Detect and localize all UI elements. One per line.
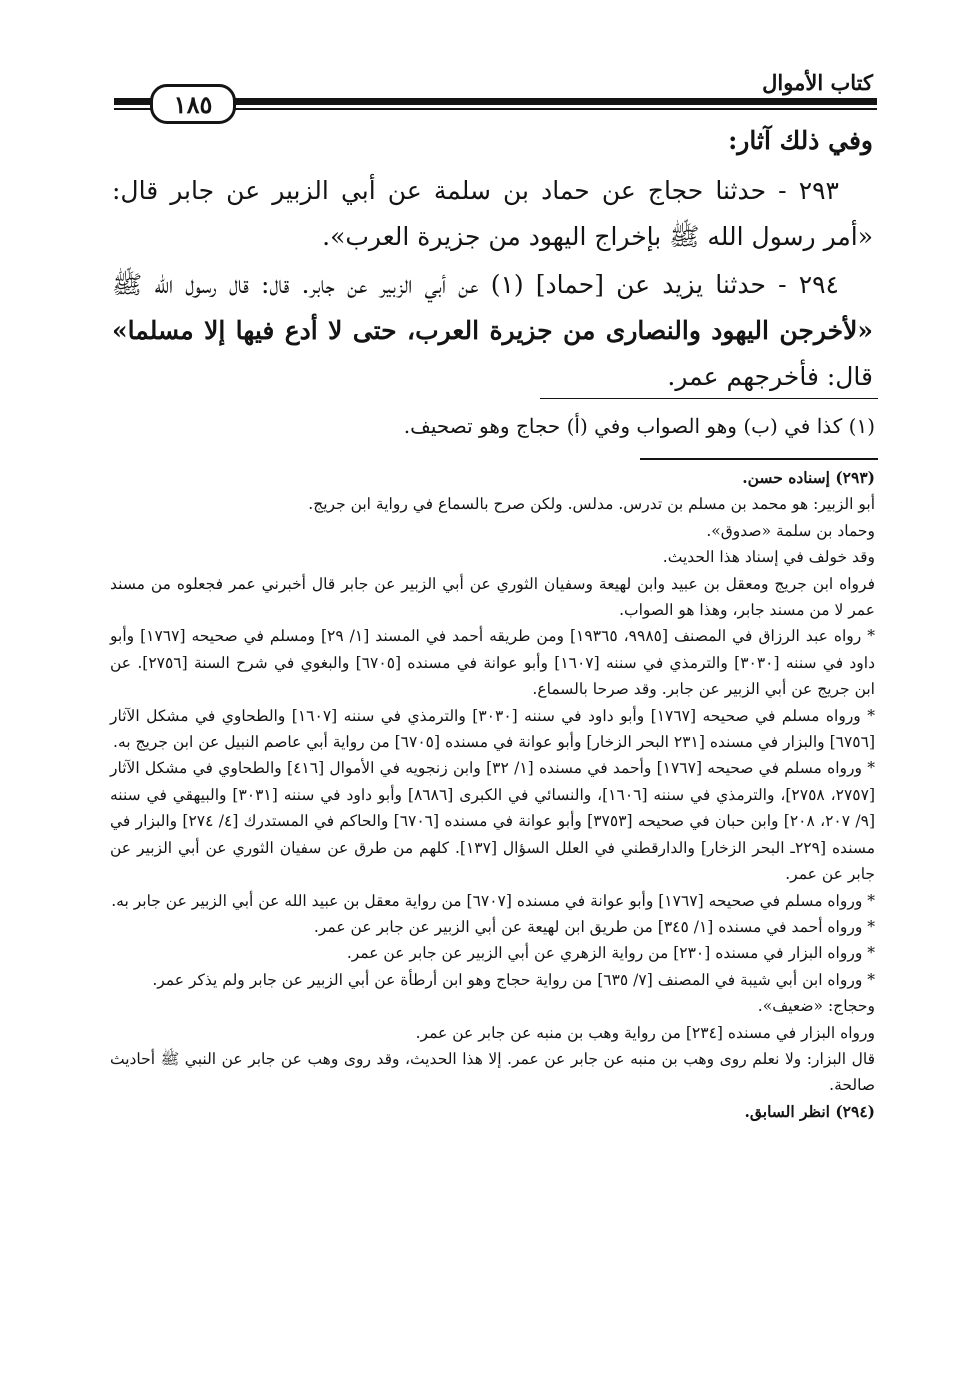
main-text [112, 118, 873, 402]
commentary-paragraph [110, 1099, 875, 1125]
commentary-heading: (٢٩٣) إسناده حسن. [742, 468, 875, 487]
commentary-paragraph: * رواه عبد الرزاق في المصنف [٩٩٨٥، ١٩٣٦٥] ومن طريقه أحمد في المسند [١/ ٢٩] ومسلم في صحيحه [١٧٦٧] وأبو داود في سننه [٣٠٣٠] والترمذي في سننه [١٦٠٧] وأبو عوانة في مسنده [٦٧٠٥] والبغوي في شرح السنة [٢٧٥٦]. عن ابن جريج عن أبي الزبير عن جابر. وقد صرحا بالسماع. [110, 627, 876, 699]
hadith-text: حدثنا يزيد عن [حماد] (١) عن أبي الزبير عن جابر. قال: قال رسول الله ﷺ [112, 270, 766, 299]
commentary-paragraph: وقد خولف في إسناد هذا الحديث. [662, 548, 875, 567]
hadith-quote: «لأخرجن اليهود والنصارى من جزيرة العرب، حتى لا أدع فيها إلا مسلما» [112, 316, 873, 345]
commentary-separator [640, 458, 878, 460]
page-number: ١٨٥ [150, 84, 236, 124]
commentary-paragraph: ورواه البزار في مسنده [٢٣٤] من رواية وهب بن منبه عن جابر عن عمر. [415, 1023, 875, 1042]
commentary-paragraph: * ورواه أحمد في مسنده [١/ ٣٤٥] من طريق ابن لهيعة عن أبي الزبير عن جابر عن عمر. [313, 917, 875, 936]
commentary-paragraph: * ورواه ابن أبي شيبة في المصنف [٧/ ٦٣٥] من رواية حجاج وهو ابن أرطأة عن أبي الزبير عن جابر ولم يذكر عمر. [152, 970, 875, 989]
section-heading: وفي ذلك آثار: [728, 126, 873, 155]
commentary-paragraph: وحماد بن سلمة «صدوق». [706, 521, 875, 540]
commentary-paragraph: فرواه ابن جريج ومعقل بن عبيد وابن لهيعة وسفيان الثوري عن أبي الزبير عن جابر قال أخبرني عمر فجعلوه من مسند عمر لا من مسند جابر، وهذا هو الصواب. [110, 574, 875, 620]
commentary-paragraph: * ورواه مسلم في صحيحه [١٧٦٧] وأبو عوانة في مسنده [٦٧٠٧] من رواية معقل بن عبيد الله عن أبي الزبير عن جابر به. [111, 891, 875, 910]
hadith-text: حدثنا حجاج عن حماد بن سلمة عن أبي الزبير عن جابر قال: «أمر رسول الله ﷺ بإخراج اليهود من جزيرة العرب». [112, 176, 873, 251]
footnote: (١) كذا في (ب) وهو الصواب وفي (أ) حجاج وهو تصحيف. [403, 414, 875, 438]
hadith-294 [112, 262, 873, 400]
commentary-paragraph [110, 465, 875, 491]
commentary-paragraph: أبو الزبير: هو محمد بن مسلم بن تدرس. مدلس. ولكن صرح بالسماع في رواية ابن جريج. [308, 495, 875, 514]
hadith-number: ٢٩٣ - [778, 176, 839, 205]
commentary-heading: (٢٩٤) انظر السابق. [744, 1101, 875, 1121]
footnote-separator [540, 398, 878, 399]
hadith-number: ٢٩٤ - [778, 270, 839, 299]
hadith-293 [112, 168, 873, 260]
commentary-paragraph: وحجاج: «ضعيف». [757, 997, 875, 1016]
commentary-paragraph: * ورواه مسلم في صحيحه [١٧٦٧] وأبو داود في سننه [٣٠٣٠] والترمذي في سننه [١٦٠٧] والطحاوي في مشكل الآثار [٦٧٥٦] والبزار في مسنده [٢٣١ البحر الزخار] وأبو عوانة في مسنده [٦٧٠٥] من رواية أبي عاصم النبيل عن ابن جريج به. [110, 706, 875, 752]
commentary-paragraph: قال البزار: ولا نعلم روى وهب بن منبه عن جابر عن عمر. إلا هذا الحديث، وقد روى وهب عن جابر عن النبي ﷺ أحاديث صالحة. [110, 1049, 875, 1095]
commentary [110, 465, 875, 1125]
commentary-paragraph: * ورواه البزار في مسنده [٢٣٠] من رواية الزهري عن أبي الزبير عن جابر عن عمر. [346, 944, 875, 963]
book-title: كتاب الأموال [762, 70, 873, 95]
hadith-text-end: قال: فأخرجهم عمر. [667, 362, 873, 391]
commentary-paragraph: * ورواه مسلم في صحيحه [١٧٦٧] وأحمد في مسنده [١/ ٣٢] وابن زنجويه في الأموال [٤١٦] والطحاوي في مشكل الآثار [٢٧٥٧، ٢٧٥٨]، والترمذي في سننه [١٦٠٦]، والنسائي في الكبرى [٨٦٨٦] وأبو داود في سننه [٣٠٣١] والبيهقي في سننه [٩/ ٢٠٧، ٢٠٨] وابن حبان في صحيحه [٣٧٥٣] وأبو عوانة في مسنده [٦٧٠٦] والحاكم في المستدرك [٤/ ٢٧٤] والبزار في مسنده [٢٢٩ـ البحر الزخار] والدارقطني في العلل السؤال [١٣٧]. كلهم من طرق عن سفيان الثوري عن أبي الزبير عن جابر عن عمر. [110, 759, 876, 884]
